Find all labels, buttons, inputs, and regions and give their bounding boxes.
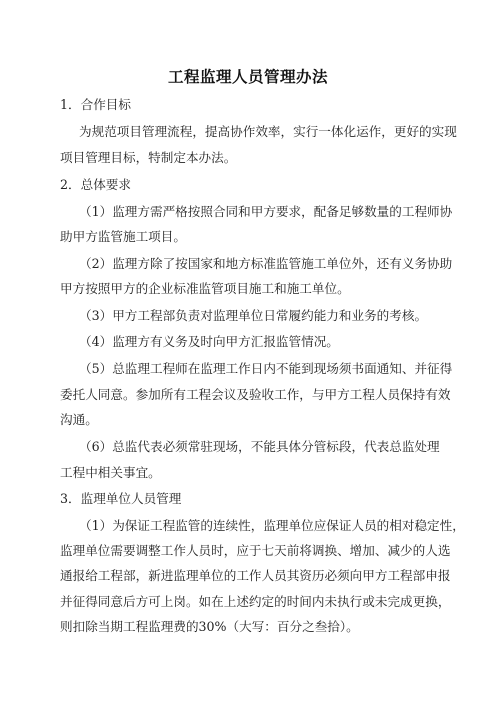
paragraph-line: （4）监理方有义务及时向甲方汇报监管情况。 <box>79 334 339 349</box>
section-heading-2: 2．总体要求 <box>60 177 131 192</box>
paragraph-line: （1）为保证工程监管的连续性，监理单位应保证人员的相对稳定性， <box>79 518 465 533</box>
paragraph-line: 委托人同意。参加所有工程会议及验收工作，与甲方工程人员保持有效 <box>60 387 451 402</box>
paragraph-line: 沟通。 <box>60 412 98 427</box>
paragraph-line: 通报给工程部，新进监理单位的工作人员其资历必须向甲方工程部申报 <box>60 568 451 583</box>
document-title: 工程监理人员管理办法 <box>167 67 328 86</box>
paragraph-line: 则扣除当期工程监理费的30%（大写：百分之叁拾）。 <box>60 619 359 634</box>
section-heading-3: 3．监理单位人员管理 <box>60 491 182 506</box>
paragraph-line: （2）监理方除了按国家和地方标准监管施工单位外，还有义务协助 <box>79 256 453 271</box>
paragraph-line: 监理单位需要调整工作人员时，应于七天前将调换、增加、减少的人选 <box>60 543 451 558</box>
paragraph-line: （6）总监代表必须常驻现场，不能具体分管标段，代表总监处理 <box>79 439 440 454</box>
paragraph-line: （3）甲方工程部负责对监理单位日常履约能力和业务的考核。 <box>79 308 428 323</box>
section-heading-1: 1．合作目标 <box>60 97 131 112</box>
paragraph-line: 工程中相关事宜。 <box>60 465 161 480</box>
paragraph-line: 并征得同意后方可上岗。如在上述约定的时间内未执行或未完成更换， <box>60 594 451 609</box>
paragraph-line: （5）总监理工程师在监理工作日内不能到现场须书面通知、并征得 <box>79 361 453 376</box>
paragraph-line: 甲方按照甲方的企业标准监管项目施工和施工单位。 <box>60 281 350 296</box>
paragraph-line: 助甲方监管施工项目。 <box>60 229 186 244</box>
paragraph-line: 项目管理目标，特制定本办法。 <box>60 150 237 165</box>
paragraph-line: 为规范项目管理流程，提高协作效率，实行一体化运作，更好的实现 <box>79 124 457 139</box>
paragraph-line: （1）监理方需严格按照合同和甲方要求，配备足够数量的工程师协 <box>79 204 453 219</box>
